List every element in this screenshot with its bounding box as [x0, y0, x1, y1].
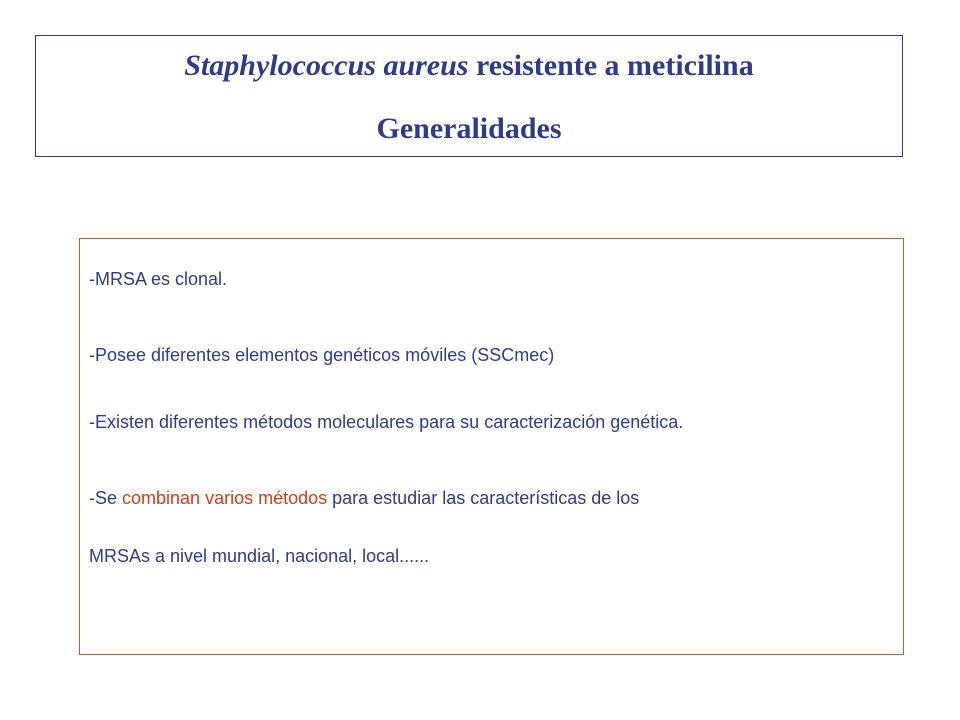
bullet-text-post: para estudiar las características de los [327, 488, 640, 508]
content-box [79, 238, 904, 655]
bullet-text-highlight: combinan varios métodos [122, 488, 328, 508]
title-box [35, 35, 903, 157]
bullet-item-molecular-methods: -Existen diferentes métodos moleculares para su caracterización genética. [89, 412, 684, 432]
bullet-item-combined-methods [89, 486, 639, 510]
bullet-item-continuation: MRSAs a nivel mundial, nacional, local...... [89, 546, 430, 566]
title-species-name: Staphylococcus aureus [184, 49, 469, 82]
bullet-item-clonal: -MRSA es clonal. [89, 269, 228, 289]
slide-title [36, 46, 902, 86]
bullet-text-pre: -Se [89, 488, 123, 508]
bullet-item-mobile-elements: -Posee diferentes elementos genéticos móviles (SSCmec) [89, 345, 555, 365]
slide-subtitle: Generalidades [376, 112, 562, 145]
title-rest: resistente a meticilina [468, 49, 754, 82]
